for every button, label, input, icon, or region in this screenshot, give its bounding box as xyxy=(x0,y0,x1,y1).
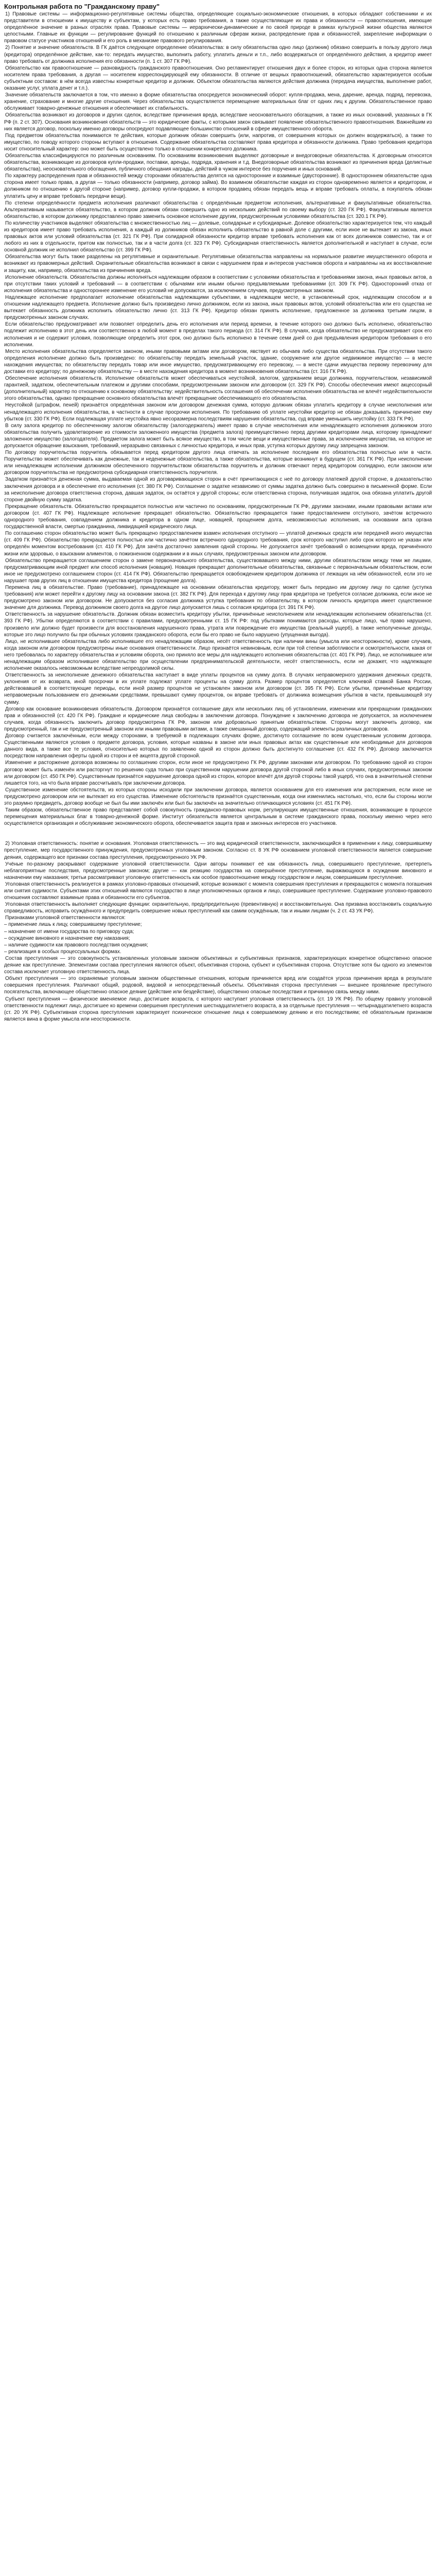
list-item: – наличие судимости как правового последствия осуждения; xyxy=(4,942,148,948)
paragraph: По договору поручительства поручитель обязывается перед кредитором другого лица отвечать за исполнение последним его обязательства полностью или в части. Поручительство может обеспечивать как денежные, так и неденежные обязательства, а также обязательства, которые возникнут в будущем (ст. 361 ГК РФ). При неисполнении или ненадлежащем исполнении должником обеспеченного поручительством обязательства поручитель и должник отвечают перед кредитором солидарно, если законом или договором поручительства не предусмотрена субсидиарная ответственность поручителя. xyxy=(4,450,432,476)
paragraph: Неустойкой (штрафом, пеней) признаётся определённая законом или договором денежная сумма, которую должник обязан уплатить кредитору в случае неисполнения или ненадлежащего исполнения обязательства, в частности в случае просрочки исполнения. По требованию об уплате неустойки кредитор не обязан доказывать причинение ему убытков (ст. 330 ГК РФ). Если подлежащая уплате неустойка явно несоразмерна последствиям нарушения обязательства, суд вправе уменьшить неустойку (ст. 333 ГК РФ). xyxy=(4,402,432,422)
list-item: – назначение от имени государства по приговору суда; xyxy=(4,928,134,935)
paragraph: Исполнение обязательств. Обязательства должны исполняться надлежащим образом в соответствии с условиями обязательства и требованиями закона, иных правовых актов, а при отсутствии таких условий и требований — в соответствии с обычаями или иными обычно предъявляемыми требованиями (ст. 309 ГК РФ). Односторонний отказ от исполнения обязательства и одностороннее изменение его условий не допускаются, за исключением случаев, предусмотренных законом. xyxy=(4,274,432,294)
document-title: Контрольная работа по "Гражданскому праву" xyxy=(4,3,160,10)
paragraph: Обязательства могут быть также разделены на регулятивные и охранительные. Регулятивные обязательства направлены на нормальное развитие имущественного оборота и возникают из правомерных действий. Охранительные обязательства возникают в связи с нарушением прав и интересов участников оборота и направлены на их восстановление и защиту, как, например, обязательства из причинения вреда. xyxy=(4,254,432,274)
paragraph: Таким образом, обязательственное право представляет собой совокупность гражданско-правовых норм, регулирующих имущественные отношения, возникающие в процессе перемещения материальных благ в товарно-денежной форме. Институт обязательств является центральным в системе гражданского права, поскольку именно через него осуществляется организация и обслуживание экономического оборота, обеспечивается защита прав и законных интересов его участников. xyxy=(4,807,432,827)
paragraph: По соглашению сторон обязательство может быть прекращено предоставлением взамен исполнения отступного — уплатой денежных средств или передачей иного имущества (ст. 409 ГК РФ). Обязательство прекращается полностью или частично зачётом встречного однородного требования, срок которого наступил либо срок которого не указан или определён моментом востребования (ст. 410 ГК РФ). Для зачёта достаточно заявления одной стороны. Не допускается зачёт требований о возмещении вреда, причинённого жизни или здоровью, о взыскании алиментов, о пожизненном содержании и в иных случаях, предусмотренных законом или договором. xyxy=(4,531,432,557)
paragraph: Обязательство как правоотношение — разновидность гражданского правоотношения. Оно регламентирует отношения двух и более сторон, из которых одна сторона является носителем права требования, а другая — носителем корреспондирующей ему обязанности. В отличие от вещных правоотношений, обязательство характеризуется особым субъектным составом: в нём всегда известны конкретные кредитор и должник. Объектом обязательства являются действия должника (передача имущества, выполнение работ, оказание услуг, уплата денег и т.п.). xyxy=(4,65,432,92)
paragraph: По степени определённости предмета исполнения различают обязательства с определённым предметом исполнения, альтернативные и факультативные обязательства. Альтернативным называется обязательство, в котором должник обязан совершить одно из нескольких действий по своему выбору (ст. 320 ГК РФ). Факультативным является обязательство, в котором должнику предоставлено право заменить основное исполнение другим, предусмотренным условиями обязательства (ст. 320.1 ГК РФ). xyxy=(4,200,432,219)
paragraph: Обязательства возникают из договоров и других сделок, вследствие причинения вреда, вследствие неосновательного обогащения, а также из иных оснований, указанных в ГК РФ (п. 2 ст. 307). Основания возникновения обязательств — это юридические факты, с которыми закон связывает появление обязательственного правоотношения. Важнейшим из них является договор, поскольку именно договоры опосредуют подавляющее большинство отношений в сфере имущественного оборота. xyxy=(4,112,432,132)
paragraph: Обязательства классифицируются по различным основаниям. По основаниям возникновения выделяют договорные и внедоговорные обязательства. К договорным относятся обязательства, возникающие из договоров купли-продажи, поставки, аренды, подряда, хранения и т.д. Внедоговорные обязательства возникают из причинения вреда (деликтные обязательства), неосновательного обогащения, публичного обещания награды, действий в чужом интересе без поручения и иных оснований. xyxy=(4,152,432,173)
paragraph: Прекращение обязательств. Обязательство прекращается полностью или частично по основаниям, предусмотренным ГК РФ, другими законами, иными правовыми актами или договором (ст. 407 ГК РФ). Надлежащее исполнение прекращает обязательство. Обязательство прекращается также предоставлением отступного, зачётом встречного однородного требования, совпадением должника и кредитора в одном лице, новацией, прощением долга, невозможностью исполнения, на основании акта органа государственной власти, смертью гражданина, ликвидацией юридического лица. xyxy=(4,503,432,530)
paragraph: 2) Понятие и значение обязательств. В ГК даётся следующее определение обязательства: в силу обязательства одно лицо (должник) обязано совершить в пользу другого лица (кредитора) определённое действие, как-то: передать имущество, выполнить работу, уплатить деньги и т.п., либо воздержаться от определённого действия, а кредитор имеет право требовать от должника исполнения его обязанности (п. 1 ст. 307 ГК РФ). xyxy=(4,45,432,64)
paragraph: Объект преступления — это охраняемые уголовным законом общественные отношения, которым причиняется вред или создаётся угроза причинения вреда в результате совершения преступления. Различают общий, родовой, видовой и непосредственный объекты. Объективная сторона преступления — внешнее проявление преступного посягательства, включающее общественно опасное деяние (действие или бездействие), общественно опасные последствия и причинную связь между ними. xyxy=(4,976,432,995)
section-criminal-liability xyxy=(4,840,432,921)
section-gap xyxy=(4,827,432,840)
paragraph: Обязательство прекращается соглашением сторон о замене первоначального обязательства, существовавшего между ними, другим обязательством между теми же лицами, предусматривающим иной предмет или способ исполнения (новация). Новация прекращает дополнительные обязательства, связанные с первоначальным обязательством, если иное не предусмотрено соглашением сторон (ст. 414 ГК РФ). Обязательство прекращается освобождением кредитором должника от лежащих на нём обязанностей, если это не нарушает прав других лиц в отношении имущества кредитора (прощение долга). xyxy=(4,557,432,584)
paragraph: Ответственность за неисполнение денежного обязательства наступает в виде уплаты процентов на сумму долга. В случаях неправомерного удержания денежных средств, уклонения от их возврата, иной просрочки в их уплате подлежат уплате проценты на сумму долга. Размер процентов определяется ключевой ставкой Банка России, действовавшей в соответствующие периоды, если иной размер процентов не установлен законом или договором (ст. 395 ГК РФ). Если убытки, причинённые кредитору неправомерным пользованием его денежными средствами, превышают сумму процентов, он вправе требовать от должника возмещения убытков в части, превышающей эту сумму. xyxy=(4,672,432,705)
list-item: – осуждение виновного и назначение ему наказания; xyxy=(4,935,130,941)
section-crime-composition xyxy=(4,955,432,1023)
section-civil-obligations xyxy=(4,11,432,827)
paragraph: Перемена лиц в обязательстве. Право (требование), принадлежащее на основании обязательства кредитору, может быть передано им другому лицу по сделке (уступка требования) или может перейти к другому лицу на основании закона (ст. 382 ГК РФ). Для перехода к другому лицу прав кредитора не требуется согласие должника, если иное не предусмотрено законом или договором. Не допускается без согласия должника уступка требования по обязательству, в котором личность кредитора имеет существенное значение для должника. Перевод должником своего долга на другое лицо допускается лишь с согласия кредитора (ст. 391 ГК РФ). xyxy=(4,584,432,611)
paragraph: Уголовная ответственность выполняет следующие функции: охранительную, предупредительную (превентивную) и восстановительную. Она призвана восстановить социальную справедливость, исправить осуждённого и предупредить совершение новых преступлений как самим осуждённым, так и иными лицами (ч. 2 ст. 43 УК РФ). xyxy=(4,902,432,914)
paragraph: Значение обязательств заключается в том, что именно в форме обязательства опосредуется экономический оборот: купля-продажа, мена, дарение, аренда, подряд, перевозка, хранение, страхование и многие другие отношения. Через обязательства осуществляется перемещение материальных благ от одних лиц к другим. Обязательственное право обслуживает товарно-денежные отношения и обеспечивает их стабильность. xyxy=(4,92,432,112)
paragraph: Договор как основание возникновения обязательств. Договором признаётся соглашение двух или нескольких лиц об установлении, изменении или прекращении гражданских прав и обязанностей (ст. 420 ГК РФ). Граждане и юридические лица свободны в заключении договора. Понуждение к заключению договора не допускается, за исключением случаев, когда обязанность заключить договор предусмотрена ГК РФ, законом или добровольно принятым обязательством. Стороны могут заключить договор, как предусмотренный, так и не предусмотренный законом или иными правовыми актами, а также смешанный договор, содержащий элементы различных договоров. xyxy=(4,706,432,732)
paragraph: 1) Правовые системы — информационно-регулятивные системы общества, определяющие социально-экономические отношения, в которых обладают собственники и их представители в отношении к имуществу и субъектам, у которых есть право требования, а также осуществляющие их права и обязанности — правоотношения, имеющие определённое значение в разных отраслях права. Правовые системы — иерархически-динамические и по своей природе в рамках культурной жизни общества являются целостными. Главные их функции — регулирование функций по отношению к различным сферам жизни, распределение прав и обязанностей, закрепление информации о правовом статусе участников отношений и его роль в механизме правового регулирования. xyxy=(4,11,432,44)
paragraph: Место исполнения обязательства определяется законом, иными правовыми актами или договором, явствует из обычаев либо существа обязательства. При отсутствии такого определения исполнение должно быть произведено: по обязательству передать земельный участок, здание, сооружение или другое недвижимое имущество — в месте нахождения имущества; по обязательству передать товар или иное имущество, предусматривающему его перевозку, — в месте сдачи имущества первому перевозчику для доставки его кредитору; по денежному обязательству — в месте нахождения кредитора в момент возникновения обязательства (ст. 316 ГК РФ). xyxy=(4,348,432,375)
paragraph: Признаками уголовной ответственности являются: xyxy=(5,915,126,921)
paragraph: Изменение и расторжение договора возможны по соглашению сторон, если иное не предусмотрено ГК РФ, другими законами или договором. По требованию одной из сторон договор может быть изменён или расторгнут по решению суда только при существенном нарушении договора другой стороной либо в иных случаях, предусмотренных законом или договором (ст. 450 ГК РФ). Существенным признаётся нарушение договора одной из сторон, которое влечёт для другой стороны такой ущерб, что она в значительной степени лишается того, на что была вправе рассчитывать при заключении договора. xyxy=(4,760,432,786)
list-item: – реализация в особых процессуальных формах. xyxy=(4,948,121,955)
paragraph: 2) Уголовная ответственность: понятие и основания. Уголовная ответственность — это вид юридической ответственности, заключающийся в применении к лицу, совершившему преступление, мер государственного принуждения, предусмотренных уголовным законом. Согласно ст. 8 УК РФ основанием уголовной ответственности является совершение деяния, содержащего все признаки состава преступления, предусмотренного УК РФ. xyxy=(4,841,432,860)
paragraph: Учёные по-разному раскрывают содержание уголовной ответственности. Одни авторы понимают её как обязанность лица, совершившего преступление, претерпеть неблагоприятные последствия, предусмотренные законом; другие — как реакцию государства на совершённое преступление, выражающуюся в осуждении виновного и назначении ему наказания; третьи рассматривают уголовную ответственность как особое правоотношение между государством и лицом, совершившим преступление. xyxy=(4,861,432,880)
liability-features-list xyxy=(4,921,432,955)
paragraph: Если обязательство предусматривает или позволяет определить день его исполнения или период времени, в течение которого оно должно быть исполнено, обязательство подлежит исполнению в этот день или соответственно в любой момент в пределах такого периода (ст. 314 ГК РФ). В случаях, когда обязательство не предусматривает срок его исполнения и не содержит условия, позволяющие определить этот срок, оно должно быть исполнено в течение семи дней со дня предъявления кредитором требования о его исполнении. xyxy=(4,321,432,348)
paragraph: По количеству участников выделяют обязательства с множественностью лиц — долевые, солидарные и субсидиарные. Долевое обязательство характеризуется тем, что каждый из кредиторов имеет право требовать исполнения, а каждый из должников обязан исполнить обязательство в равной доле с другими, если иное не вытекает из закона, иных правовых актов или условий обязательства (ст. 321 ГК РФ). При солидарной обязанности кредитор вправе требовать исполнения как от всех должников совместно, так и от любого из них в отдельности, притом как полностью, так и в части долга (ст. 323 ГК РФ). Субсидиарная ответственность является дополнительной и наступает в случае, если основной должник не исполнил обязательство (ст. 399 ГК РФ). xyxy=(4,220,432,253)
list-item: – применение лишь к лицу, совершившему преступление; xyxy=(4,922,142,928)
paragraph: Обеспечение исполнения обязательств. Исполнение обязательств может обеспечиваться неустойкой, залогом, удержанием вещи должника, поручительством, независимой гарантией, задатком, обеспечительным платежом и другими способами, предусмотренными законом или договором (ст. 329 ГК РФ). Способы обеспечения имеют акцессорный (дополнительный) характер по отношению к основному обязательству: недействительность соглашения об обеспечении исполнения обязательства не влечёт недействительности этого обязательства, однако прекращение основного обязательства влечёт прекращение обеспечивающего его обязательства. xyxy=(4,376,432,402)
paragraph: По характеру распределения прав и обязанностей между сторонами обязательства делятся на односторонние и взаимные (двусторонние). В одностороннем обязательстве одна сторона имеет только права, а другая — только обязанности (например, договор займа). Во взаимном обязательстве каждая из сторон одновременно является и кредитором, и должником по отношению к другой стороне (например, договор купли-продажи, в котором продавец обязан передать вещь и вправе требовать оплаты, а покупатель обязан уплатить цену и вправе требовать передачи вещи). xyxy=(4,173,432,199)
paragraph: Лицо, не исполнившее обязательства либо исполнившее его ненадлежащим образом, несёт ответственность при наличии вины (умысла или неосторожности), кроме случаев, когда законом или договором предусмотрены иные основания ответственности. Лицо признаётся невиновным, если при той степени заботливости и осмотрительности, какая от него требовалась по характеру обязательства и условиям оборота, оно приняло все меры для надлежащего исполнения обязательства (ст. 401 ГК РФ). Лицо, не исполнившее или ненадлежащим образом исполнившее обязательство при осуществлении предпринимательской деятельности, несёт ответственность, если не докажет, что надлежащее исполнение оказалось невозможным вследствие непреодолимой силы. xyxy=(4,638,432,672)
paragraph: В силу залога кредитор по обеспеченному залогом обязательству (залогодержатель) имеет право в случае неисполнения или ненадлежащего исполнения должником этого обязательства получить удовлетворение из стоимости заложенного имущества (предмета залога) преимущественно перед другими кредиторами лица, которому принадлежит заложенное имущество (залогодателя). Предметом залога может быть всякое имущество, в том числе вещи и имущественные права, за исключением имущества, на которое не допускается обращение взыскания, требований, неразрывно связанных с личностью кредитора, и иных прав, уступка которых другому лицу запрещена законом. xyxy=(4,422,432,449)
paragraph: Уголовная ответственность реализуется в рамках уголовно-правовых отношений, которые возникают с момента совершения преступления и прекращаются с момента погашения или снятия судимости. Субъектами этих отношений являются государство в лице уполномоченных органов и лицо, совершившее преступление. Содержание уголовно-правового отношения составляют взаимные права и обязанности его субъектов. xyxy=(4,881,432,901)
paragraph: Состав преступления — это совокупность установленных уголовным законом объективных и субъективных признаков, характеризующих конкретное общественно опасное деяние как преступление. Элементами состава преступления являются объект, объективная сторона, субъект и субъективная сторона. Отсутствие хотя бы одного из элементов состава исключает уголовную ответственность лица. xyxy=(4,955,432,975)
paragraph: Ответственность за нарушение обязательств. Должник обязан возместить кредитору убытки, причинённые неисполнением или ненадлежащим исполнением обязательства (ст. 393 ГК РФ). Убытки определяются в соответствии с правилами, предусмотренными ст. 15 ГК РФ: под убытками понимаются расходы, которые лицо, чьё право нарушено, произвело или должно будет произвести для восстановления нарушенного права, утрата или повреждение его имущества (реальный ущерб), а также неполученные доходы, которые это лицо получило бы при обычных условиях гражданского оборота, если бы его право не было нарушено (упущенная выгода). xyxy=(4,612,432,638)
paragraph: Субъект преступления — физическое вменяемое лицо, достигшее возраста, с которого наступает уголовная ответственность (ст. 19 УК РФ). По общему правилу уголовной ответственности подлежит лицо, достигшее ко времени совершения преступления шестнадцатилетнего возраста, а за отдельные преступления — четырнадцатилетнего возраста (ст. 20 УК РФ). Субъективная сторона преступления характеризует психическое отношение лица к совершаемому деянию и его последствиям; её обязательным признаком является вина в форме умысла или неосторожности. xyxy=(4,996,432,1022)
paragraph: Договор считается заключённым, если между сторонами, в требуемой в подлежащих случаях форме, достигнуто соглашение по всем существенным условиям договора. Существенными являются условия о предмете договора, условия, которые названы в законе или иных правовых актах как существенные или необходимые для договоров данного вида, а также все те условия, относительно которых по заявлению одной из сторон должно быть достигнуто соглашение (ст. 432 ГК РФ). Договор заключается посредством направления оферты одной из сторон и её акцепта другой стороной. xyxy=(4,733,432,759)
paragraph: Надлежащее исполнение предполагает исполнение обязательства надлежащими субъектами, в надлежащем месте, в установленный срок, надлежащим способом и в отношении надлежащего предмета. Исполнение должно быть произведено лично должником, если из закона, иных правовых актов, условий обязательства или его существа не вытекает обязанность должника исполнить обязательство лично (ст. 313 ГК РФ). Кредитор обязан принять исполнение, предложенное за должника третьим лицом, в предусмотренных законом случаях. xyxy=(4,294,432,321)
paragraph: Под предметом обязательства понимаются те действия, которые должник обязан совершить (или, напротив, от совершения которых он должен воздержаться), а также то имущество, по поводу которого стороны вступают в отношения. Содержание обязательства составляют права кредитора и обязанности должника. Право требования кредитора носит относительный характер: оно может быть осуществлено только в отношении конкретного должника. xyxy=(4,132,432,152)
paragraph: Существенное изменение обстоятельств, из которых стороны исходили при заключении договора, является основанием для его изменения или расторжения, если иное не предусмотрено договором или не вытекает из его существа. Изменение обстоятельств признаётся существенным, когда они изменились настолько, что, если бы стороны могли это разумно предвидеть, договор вообще не был бы ими заключён или был бы заключён на значительно отличающихся условиях (ст. 451 ГК РФ). xyxy=(4,787,432,806)
paragraph: Задатком признаётся денежная сумма, выдаваемая одной из договаривающихся сторон в счёт причитающихся с неё по договору платежей другой стороне, в доказательство заключения договора и в обеспечение его исполнения (ст. 380 ГК РФ). Соглашение о задатке независимо от суммы задатка должно быть совершено в письменной форме. Если за неисполнение договора ответственна сторона, давшая задаток, он остаётся у другой стороны; если ответственна сторона, получившая задаток, она обязана уплатить другой стороне двойную сумму задатка. xyxy=(4,477,432,503)
